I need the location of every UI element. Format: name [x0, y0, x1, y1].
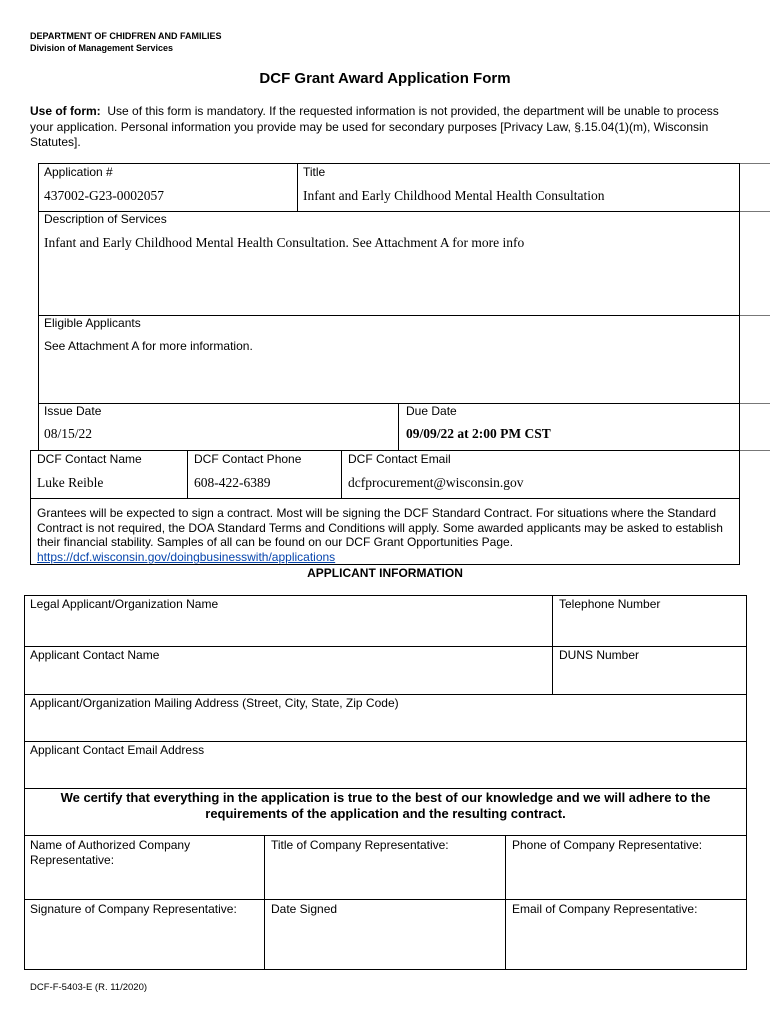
- mailing-address-field[interactable]: [25, 711, 746, 740]
- contact-phone-value: 608-422-6389: [194, 475, 271, 490]
- right-edge-line: [740, 315, 770, 316]
- grantees-note: Grantees will be expected to sign a contract. Most will be signing the DCF Standard Contract. For situations where the Standard Contract is not required, the DOA Standard Terms and Conditions will apply. Some awarded applicants may be asked to establish their financial stability. Samples of all can be found on our DCF Grant Opportunities Page.: [37, 506, 723, 549]
- divider: [38, 403, 740, 404]
- duns-label: DUNS Number: [559, 648, 640, 662]
- rep-name-label: Name of Authorized Company Representative:: [30, 838, 191, 867]
- date-signed-field[interactable]: [265, 918, 504, 969]
- divider: [24, 646, 747, 647]
- grant-info-box: [38, 163, 740, 451]
- due-date-label: Due Date: [406, 404, 457, 418]
- rep-phone-label: Phone of Company Representative:: [512, 838, 703, 852]
- form-id: DCF-F-5403-E (R. 11/2020): [30, 982, 148, 993]
- application-number-label: Application #: [44, 165, 113, 179]
- use-of-form-text: Use of this form is mandatory. If the requested information is not provided, the department will be unable to process your application. Personal information you provide may be used for secondary purposes [Privacy Law, §.15.04(1)(m), Wisconsin Statutes].: [30, 104, 719, 149]
- applicant-email-label: Applicant Contact Email Address: [30, 743, 205, 757]
- right-edge-line: [740, 211, 770, 212]
- telephone-field[interactable]: [553, 612, 746, 645]
- eligible-applicants-label: Eligible Applicants: [44, 316, 141, 330]
- applications-link[interactable]: https://dcf.wisconsin.gov/doingbusinesswith/applications: [37, 550, 336, 564]
- divider: [297, 163, 298, 211]
- form-title: DCF Grant Award Application Form: [259, 70, 511, 87]
- contact-name-value: Luke Reible: [37, 475, 104, 490]
- date-signed-label: Date Signed: [271, 902, 338, 916]
- description-value: Infant and Early Childhood Mental Health Consultation. See Attachment A for more info: [44, 235, 525, 250]
- right-edge-line: [740, 403, 770, 404]
- divider: [24, 694, 747, 695]
- divider: [24, 788, 747, 789]
- certification-statement: We certify that everything in the application is true to the best of our knowledge and we will adhere to the requirements of the application and the resulting contract.: [60, 790, 711, 821]
- use-of-form-label: Use of form:: [30, 104, 101, 118]
- rep-title-field[interactable]: [265, 855, 504, 898]
- applicant-contact-name-label: Applicant Contact Name: [30, 648, 160, 662]
- divider: [30, 498, 740, 499]
- applicant-section-title: APPLICANT INFORMATION: [307, 566, 463, 580]
- title-value: Infant and Early Childhood Mental Health Consultation: [303, 188, 605, 203]
- rep-phone-field[interactable]: [506, 855, 746, 898]
- right-edge-line: [740, 450, 770, 451]
- use-of-form-paragraph: [30, 104, 742, 151]
- contact-email-value: dcfprocurement@wisconsin.gov: [348, 475, 524, 490]
- due-date-value: 09/09/22 at 2:00 PM CST: [406, 426, 551, 441]
- duns-field[interactable]: [553, 663, 746, 693]
- legal-name-field[interactable]: [25, 612, 551, 645]
- contact-email-label: DCF Contact Email: [348, 452, 451, 466]
- rep-email-label: Email of Company Representative:: [512, 902, 698, 916]
- legal-name-label: Legal Applicant/Organization Name: [30, 597, 219, 611]
- rep-email-field[interactable]: [506, 918, 746, 969]
- telephone-label: Telephone Number: [559, 597, 661, 611]
- contact-phone-label: DCF Contact Phone: [194, 452, 302, 466]
- application-number-value: 437002-G23-0002057: [44, 188, 164, 203]
- signature-field[interactable]: [25, 918, 263, 969]
- contact-name-label: DCF Contact Name: [37, 452, 142, 466]
- applicant-contact-name-field[interactable]: [25, 663, 551, 693]
- right-edge-line: [740, 163, 770, 164]
- divider: [398, 403, 399, 451]
- rep-title-label: Title of Company Representative:: [271, 838, 449, 852]
- description-label: Description of Services: [44, 212, 167, 226]
- divider: [24, 741, 747, 742]
- division-name: Division of Management Services: [30, 43, 174, 53]
- department-name: DEPARTMENT OF CHIDFREN AND FAMILIES: [30, 31, 222, 41]
- divider: [24, 899, 747, 900]
- applicant-email-field[interactable]: [25, 758, 746, 787]
- divider: [38, 315, 740, 316]
- eligible-applicants-value: See Attachment A for more information.: [44, 339, 253, 353]
- title-label: Title: [303, 165, 326, 179]
- mailing-address-label: Applicant/Organization Mailing Address (Street, City, State, Zip Code): [30, 696, 399, 710]
- issue-date-label: Issue Date: [44, 404, 102, 418]
- rep-name-field[interactable]: [25, 868, 263, 898]
- issue-date-value: 08/15/22: [44, 426, 93, 441]
- divider: [341, 450, 342, 498]
- signature-label: Signature of Company Representative:: [30, 902, 237, 916]
- divider: [187, 450, 188, 498]
